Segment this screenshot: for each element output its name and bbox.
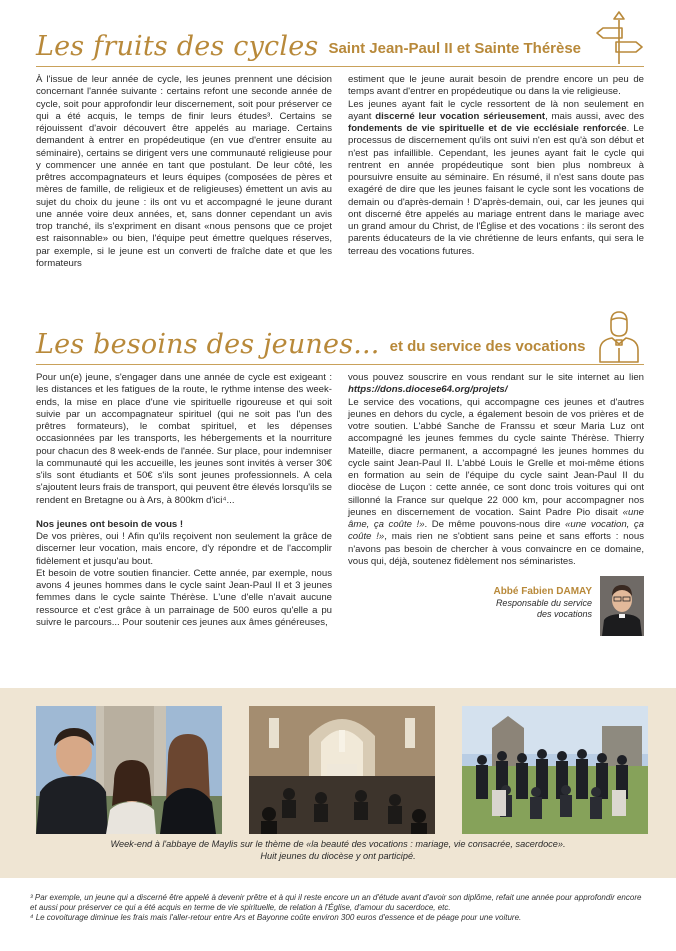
- paragraph: Et besoin de votre soutien financier. Cette année, par exemple, nous avons 4 jeunes hommes dans le cycle saint Jean-Paul II et 3 jeunes femmes dans le cycle sainte Thérèse. L'une d'elle n'avait aucune ressource et c'est grâce à un parrainage de 500 euros qu'elle a pu suivre le parcours... Pour soutenir ces jeunes aux âmes généreuses,: [36, 567, 332, 628]
- caption-line: Huit jeunes du diocèse y ont participé.: [260, 850, 416, 861]
- footnotes: [30, 893, 644, 924]
- section-besoins: [36, 318, 644, 636]
- paragraph: Pour un(e) jeune, s'engager dans une année de cycle est exigeant : les distances et les fatigues de la route, le rythme intense des week-ends, la mise en place d'une vie spirituelle rigoureuse et qui soit suivie par un accompagnateur spirituel (qui ne soit pas l'un des prêtres formateurs), le combat spirituel, et les dépenses occasionnées par les transports, les hébergements et la nourriture pour chacun des 8 week-ends de l'année. Sur place, pour indemniser la communauté qui les accueille, les jeunes sont invités à verser 30€ s'ils sont étudiants et 50€ s'ils sont jeunes professionnels. A cela s'ajoutent leurs frais de transport, qui peuvent être élevés lorsqu'ils se rendent en Bretagne ou à Ars, à 800km d'ici⁴...: [36, 372, 332, 506]
- section-heading: [36, 318, 644, 365]
- paragraph: estiment que le jeune aurait besoin de prendre encore un peu de temps avant d'entrer en propédeutique ou dans la vie religieuse.: [348, 74, 644, 98]
- author-portrait: [600, 576, 644, 636]
- column-right: [348, 74, 644, 270]
- paragraph: Les jeunes ayant fait le cycle ressortent de là non seulement en ayant discerné leur vocation sérieusement, mais aussi, avec des fondements de vie spirituelle et de vie ecclésiale renforcée. Le processus de discernement qu'ils ont suivi n'en est qu'à son début et n'est pas infaillible. Cependant, les jeunes ayant fait le cycle qui rentrent en année propédeutique sont bien plus nombreux à poursuivre ensuite au séminaire. En résumé, il n'est sans doute pas exagéré de dire que les jeunes faisant le cycle sont les vocations de demain ou d'après-demain ! D'après-demain, oui, car les jeunes qui ont discerné être appelés au mariage entrent dans le mariage avec un grand amour du Christ, de l'Église et des vocations : ils seront des parents éducateurs de la vie chrétienne de leurs enfants, qui sera le terreau des vocations futures.: [348, 98, 644, 257]
- column-left: [36, 372, 332, 636]
- footnote: ⁴ Le covoiturage diminue les frais mais l'aller-retour entre Ars et Bayonne coûte environ 300 euros d'essence et de péage pour une voiture.: [30, 913, 522, 923]
- photo-selfie: [36, 706, 222, 834]
- photo-caption: [0, 839, 676, 862]
- paragraph: Le service des vocations, qui accompagne ces jeunes et d'autres jeunes en dehors du cycle, a également besoin de vos prières et de votre soutien. L'abbé Sanche de Franssu et sœur Maria Luz ont accompagné les jeunes femmes du cycle sainte Thérèse. Thierry Mateille, diacre permanent, a accompagné les jeunes hommes du cycle saint Jean-Paul II. L'abbé Louis le Grelle et moi-même étions en formation au sein de l'équipe du cycle saint Jean-Paul II du diocèse de Luçon : cette année, ce sont donc trois voitures qui ont sillonné la France sur quelque 22 000 km, pour accompagner nos jeunes en discernement de vocation. Saint Padre Pio disait «une âme, ça coûte !». De même pouvons-nous dire «une vocation, ça coûte !», mais rien ne s'obtient sans peine et sans efforts : nous n'avons pas besoin de chercher à vous convaincre en ce domaine, vous qui, déjà, soutenez fidèlement nos séminaristes.: [348, 396, 644, 567]
- caption-line: Week-end à l'abbaye de Maylis sur le thème de «la beauté des vocations : mariage, vie consacrée, sacerdoce».: [110, 839, 566, 849]
- author-name: Abbé Fabien DAMAY: [493, 586, 592, 597]
- column-left: [36, 74, 332, 270]
- section-subtitle: Saint Jean-Paul II et Sainte Thérèse: [328, 40, 582, 57]
- crossroads-signpost-icon: [594, 10, 644, 66]
- author-role-line: des vocations: [536, 609, 592, 620]
- donation-link[interactable]: https://dons.diocese64.org/projets/: [348, 384, 508, 396]
- photo-group: [462, 706, 648, 834]
- section-columns: [36, 372, 644, 636]
- section-heading: [36, 20, 644, 67]
- section-script-title: Les besoins des jeunes...: [36, 329, 380, 360]
- priest-icon: [594, 308, 644, 364]
- paragraph: De vos prières, oui ! Afin qu'ils reçoivent non seulement la grâce de discerner leur vocation, mais encore, d'y répondre et de l'accomplir fidèlement et jusqu'au bout.: [36, 531, 332, 567]
- section-script-title: Les fruits des cycles: [36, 31, 319, 62]
- section-fruits: [36, 20, 644, 270]
- column-right: [348, 372, 644, 636]
- section-columns: [36, 74, 644, 270]
- author-role-line: Responsable du service: [495, 598, 592, 609]
- photo-chapel: [249, 706, 435, 834]
- paragraph-heading: Nos jeunes ont besoin de vous !: [36, 518, 184, 530]
- paragraph: vous pouvez souscrire en vous rendant sur le site internet au lien https://dons.diocese64.org/projets/: [348, 372, 644, 396]
- section-subtitle: et du service des vocations: [389, 338, 586, 355]
- author-signature: [348, 576, 644, 636]
- paragraph: À l'issue de leur année de cycle, les jeunes prennent une décision concernant l'année suivante : certains refont une seconde année de cycle, soit pour approfondir leur discernement, soit pour préserver ce qui a été acquis, le temps de finir leurs études³. Certains se réjouissent d'avoir découvert être appelés au mariage. Certains demandent à entrer en propédeutique (en vue d'entrer ensuite au séminaire), certains se dirigent vers une communauté religieuse pour y commencer une année en tant que postulant. De leur côté, les prêtres accompagnateurs et leurs équipes (composées de pères et mères de famille, de religieux et de religieuses) émettent un avis au sujet du choix du jeune : ils ont vu et accompagné le jeune durant une année voire deux années, et, sans donner cependant un avis trop tranché, ils s'expriment en disant «nous pensons que ce projet est raisonnable» ou bien, l'équipe peut émettre quelques réserves, par exemple, si le jeune est un converti de fraîche date et que les formateurs: [36, 74, 332, 269]
- footnote: ³ Par exemple, un jeune qui a discerné être appelé à devenir prêtre et à qui il reste encore un an d'étude avant d'avoir son diplôme, refait une année pour approfondir encore et aussi pour préserver ce qui a été acquis en terme de vie spirituelle, de relation à l'Église, d'amour du sacerdoce, etc.: [30, 893, 642, 913]
